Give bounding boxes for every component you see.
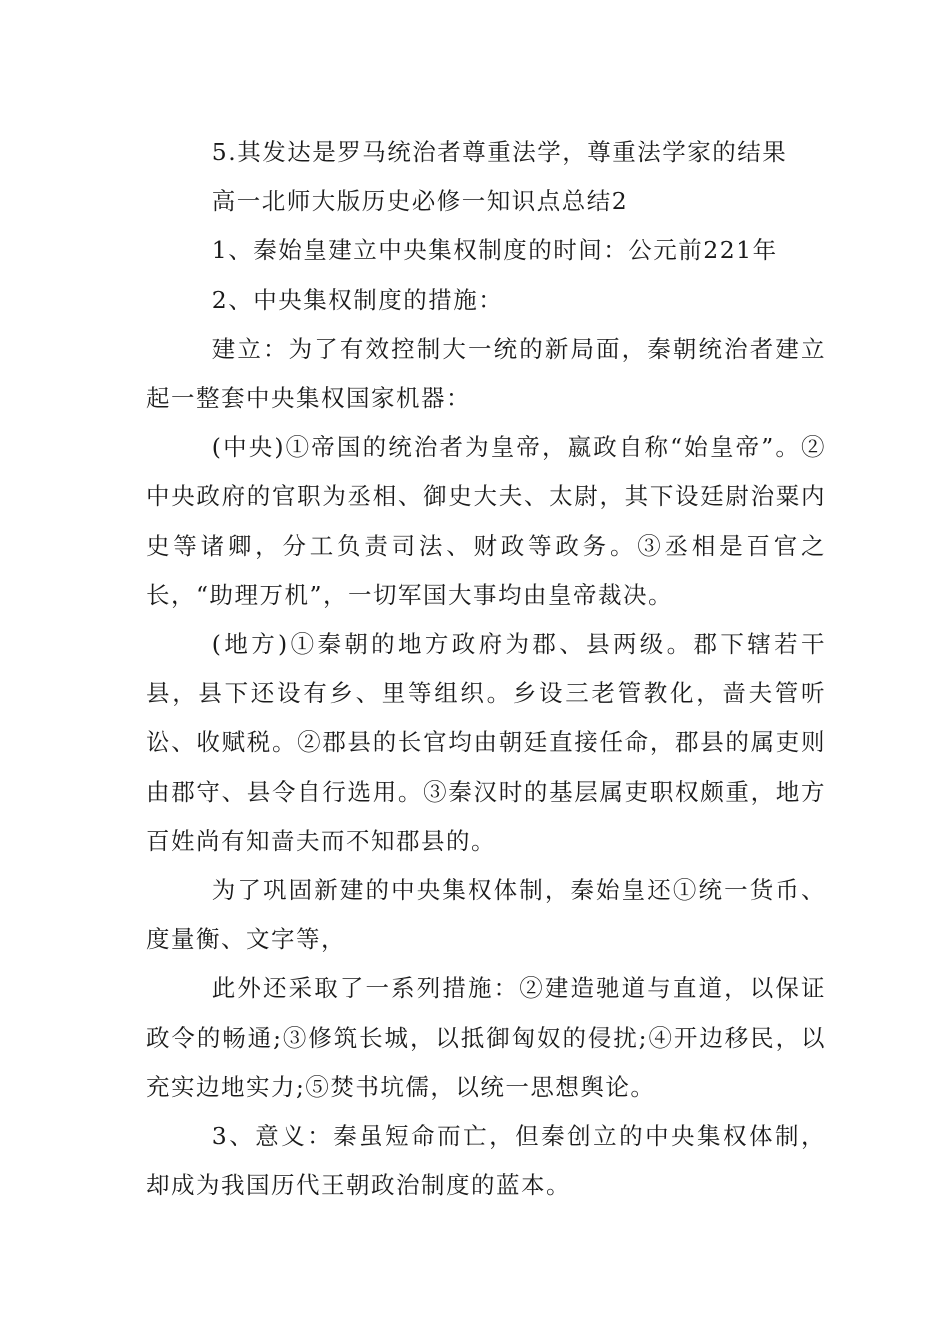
paragraph-establish: 建立：为了有效控制大一统的新局面，秦朝统治者建立起一整套中央集权国家机器： (146, 334, 826, 413)
document-body (146, 128, 826, 1210)
paragraph-point-3-significance: 3、意义：秦虽短命而亡，但秦创立的中央集权体制，却成为我国历代王朝政治制度的蓝本。 (146, 1122, 826, 1200)
section-title: 高一北师大版历史必修一知识点总结2 (211, 187, 629, 216)
paragraph-local: (地方)①秦朝的地方政府为郡、县两级。郡下辖若干县，县下还设有乡、里等组织。乡设三老管教化，啬夫管听讼、收赋税。②郡县的长官均由朝廷直接任命，郡县的属吏则由郡守、县令自行选用。③秦汉时的基层属吏职权颇重，地方百姓尚有知啬夫而不知郡县的。 (146, 630, 826, 855)
paragraph-roman-law-point-5: 5.其发达是罗马统治者尊重法学，尊重法学家的结果 (211, 138, 788, 166)
paragraph-measures: 此外还采取了一系列措施：②建造驰道与直道，以保证政令的畅通;③修筑长城，以抵御匈奴的侵扰;④开边移民，以充实边地实力;⑤焚书坑儒，以统一思想舆论。 (146, 974, 826, 1101)
paragraph-consolidate: 为了巩固新建的中央集权体制，秦始皇还①统一货币、度量衡、文字等， (146, 876, 826, 954)
paragraph-point-2: 2、中央集权制度的措施： (211, 285, 504, 314)
paragraph-point-1: 1、秦始皇建立中央集权制度的时间：公元前221年 (211, 236, 778, 265)
paragraph-central: (中央)①帝国的统治者为皇帝，嬴政自称“始皇帝”。②中央政府的官职为丞相、御史大夫、太尉，其下设廷尉治粟内史等诸卿，分工负责司法、财政等政务。③丞相是百官之长，“助理万机”，一切军国大事均由皇帝裁决。 (146, 433, 826, 609)
